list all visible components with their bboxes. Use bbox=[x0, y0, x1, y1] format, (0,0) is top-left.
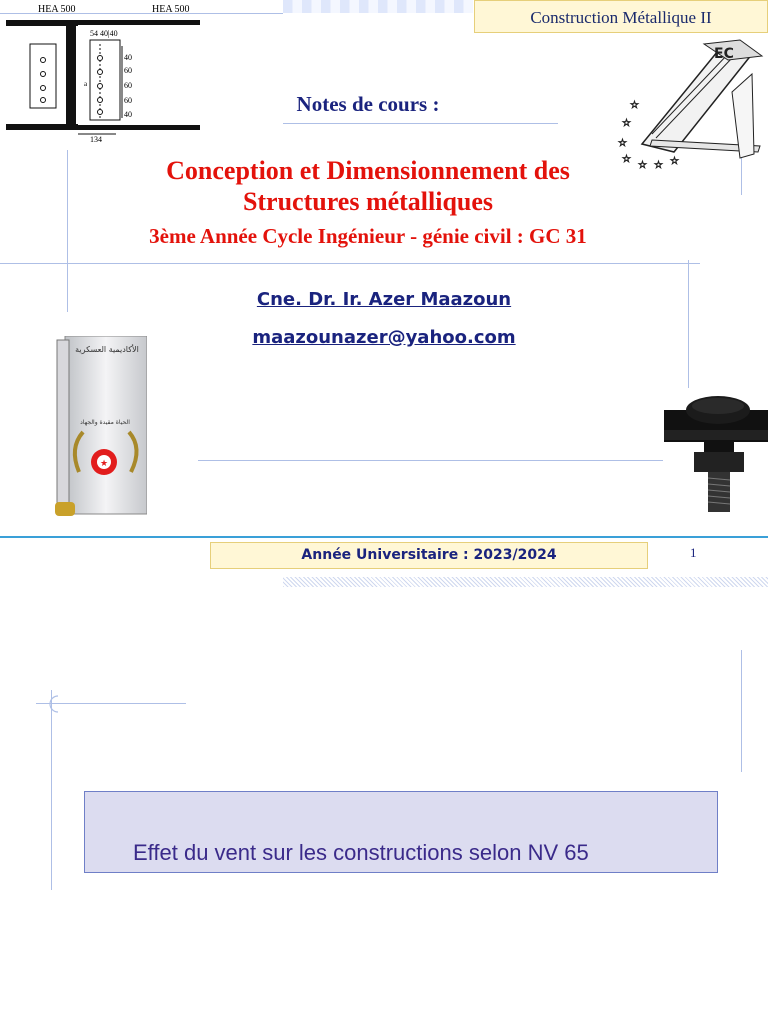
divider bbox=[0, 263, 700, 264]
course-title-line-1: Conception et Dimensionnement des bbox=[166, 156, 570, 185]
star-icon: ☆ bbox=[622, 154, 631, 165]
drawing-weld-mark: a bbox=[84, 80, 88, 88]
course-title-main bbox=[0, 155, 736, 217]
drawing-dim-top: 54 40|40 bbox=[90, 29, 118, 38]
header-decoration bbox=[283, 0, 473, 13]
drawing-side-dim: 60 bbox=[124, 96, 132, 105]
academic-year-text: Année Universitaire : 2023/2024 bbox=[301, 547, 557, 563]
divider bbox=[741, 650, 742, 772]
drawing-side-dim: 60 bbox=[124, 81, 132, 90]
divider bbox=[283, 123, 558, 124]
military-academy-emblem bbox=[55, 336, 147, 516]
drawing-side-dim: 60 bbox=[124, 66, 132, 75]
divider bbox=[688, 260, 689, 390]
star-icon: ☆ bbox=[618, 138, 627, 149]
drawing-label-left: HEA 500 bbox=[38, 4, 76, 15]
divider bbox=[198, 460, 663, 461]
star-icon: ★ bbox=[99, 459, 109, 469]
star-icon: ☆ bbox=[654, 160, 663, 171]
bolt-image bbox=[664, 388, 768, 516]
drawing-dim-bottom: 134 bbox=[90, 135, 102, 144]
course-title: Construction Métallique II bbox=[530, 8, 712, 27]
emblem-arabic-motto: الحياة مقيدة والجهاد bbox=[80, 419, 130, 426]
course-title-badge bbox=[474, 0, 768, 33]
beam-connection-drawing bbox=[0, 0, 200, 150]
corner-ornament bbox=[38, 692, 62, 716]
topic-title: Effet du vent sur les constructions selon NV 65 bbox=[133, 840, 589, 865]
page-number: 1 bbox=[690, 545, 697, 560]
drawing-label-right: HEA 500 bbox=[152, 4, 190, 15]
svg-text:EC: EC bbox=[714, 46, 734, 62]
star-icon: ☆ bbox=[638, 160, 647, 171]
divider bbox=[51, 690, 52, 890]
academic-year-box bbox=[210, 542, 648, 569]
emblem-arabic-title: الأكاديمية العسكرية bbox=[75, 345, 139, 354]
course-subtitle: 3ème Année Cycle Ingénieur - génie civil : GC 31 bbox=[149, 224, 587, 248]
star-icon: ☆ bbox=[622, 118, 631, 129]
drawing-side-dim: 40 bbox=[124, 53, 132, 62]
notes-heading: Notes de cours : bbox=[296, 92, 440, 116]
topic-box bbox=[84, 791, 718, 873]
star-icon: ☆ bbox=[670, 156, 679, 167]
section-divider bbox=[0, 536, 768, 538]
hatched-strip bbox=[283, 577, 768, 587]
star-icon: ☆ bbox=[630, 100, 639, 111]
author-name: Cne. Dr. Ir. Azer Maazoun bbox=[256, 289, 512, 310]
drawing-side-dim: 40 bbox=[124, 110, 132, 119]
course-title-line-2: Structures métalliques bbox=[242, 187, 494, 216]
author-email-link[interactable]: maazounazer@yahoo.com bbox=[252, 327, 516, 348]
